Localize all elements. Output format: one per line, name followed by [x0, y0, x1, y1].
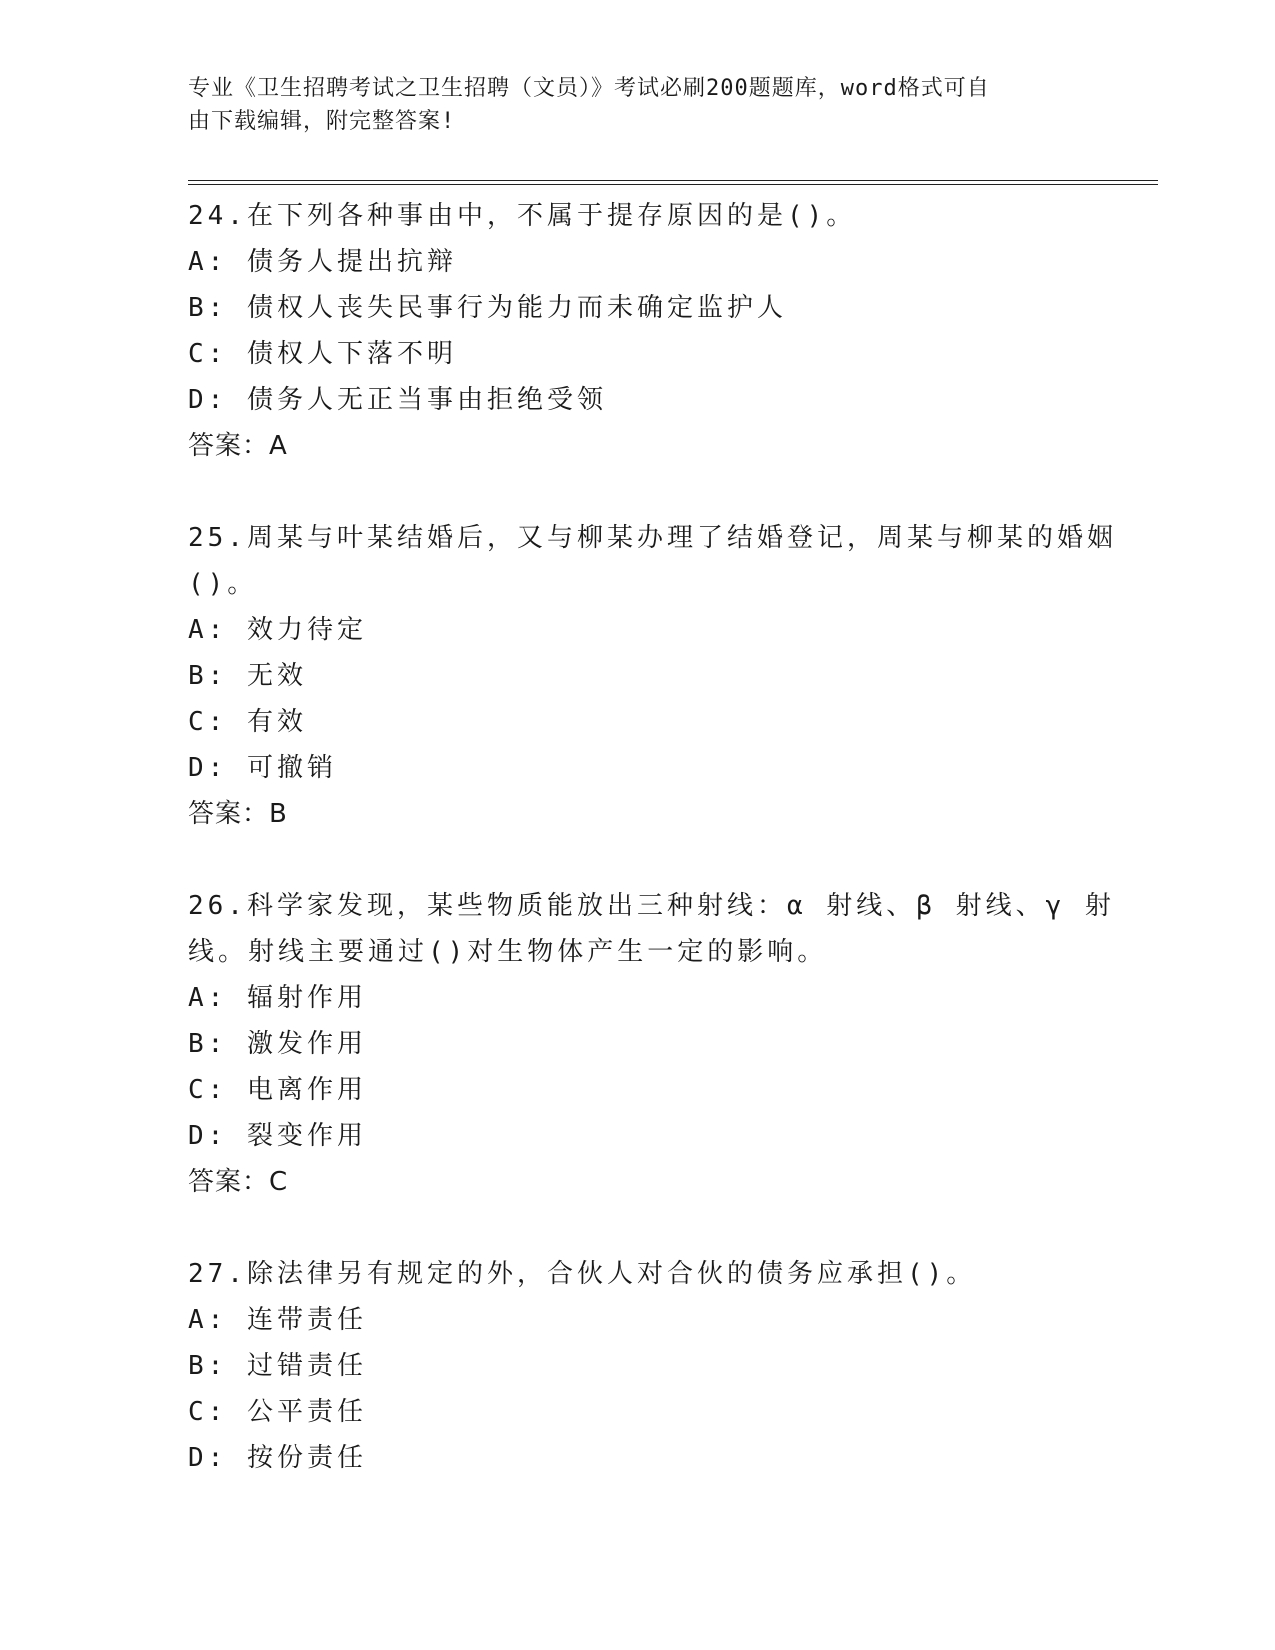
answer-option: D: 按份责任 [188, 1443, 367, 1473]
answer-option: A: 效力待定 [188, 615, 367, 645]
answer-option: B: 债权人丧失民事行为能力而未确定监护人 [188, 293, 787, 323]
question-list [188, 193, 1117, 1527]
answer-option: D: 可撤销 [188, 753, 337, 783]
answer-key: 答案：A [188, 431, 288, 461]
header-line-1: 专业《卫生招聘考试之卫生招聘（文员）》考试必刷200题题库，word格式可自 [188, 76, 990, 101]
question-stem: ()。 [188, 569, 258, 599]
answer-option: D: 债务人无正当事由拒绝受领 [188, 385, 607, 415]
answer-option: C: 债权人下落不明 [188, 339, 457, 369]
answer-key: 答案：C [188, 1167, 289, 1197]
answer-option: C: 电离作用 [188, 1075, 367, 1105]
document-header [188, 72, 1088, 138]
answer-key: 答案：B [188, 799, 288, 829]
question-stem: 25.周某与叶某结婚后，又与柳某办理了结婚登记，周某与柳某的婚姻 [188, 523, 1117, 553]
answer-option: C: 公平责任 [188, 1397, 367, 1427]
answer-option: A: 债务人提出抗辩 [188, 247, 457, 277]
question-block [188, 1251, 1088, 1481]
answer-option: B: 无效 [188, 661, 307, 691]
header-line-2: 由下载编辑，附完整答案! [188, 109, 456, 134]
answer-option: B: 激发作用 [188, 1029, 367, 1059]
answer-option: A: 辐射作用 [188, 983, 367, 1013]
question-stem: 24.在下列各种事由中，不属于提存原因的是()。 [188, 201, 857, 231]
question-stem: 线。射线主要通过()对生物体产生一定的影响。 [188, 937, 828, 967]
answer-option: A: 连带责任 [188, 1305, 367, 1335]
answer-option: C: 有效 [188, 707, 307, 737]
question-stem: 27.除法律另有规定的外，合伙人对合伙的债务应承担()。 [188, 1259, 977, 1289]
double-divider [188, 180, 1158, 185]
answer-option: D: 裂变作用 [188, 1121, 367, 1151]
question-block [188, 883, 1115, 1205]
question-block [188, 515, 1117, 837]
question-stem: 26.科学家发现，某些物质能放出三种射线：α 射线、β 射线、γ 射 [188, 891, 1115, 921]
answer-option: B: 过错责任 [188, 1351, 367, 1381]
question-block [188, 193, 1088, 469]
